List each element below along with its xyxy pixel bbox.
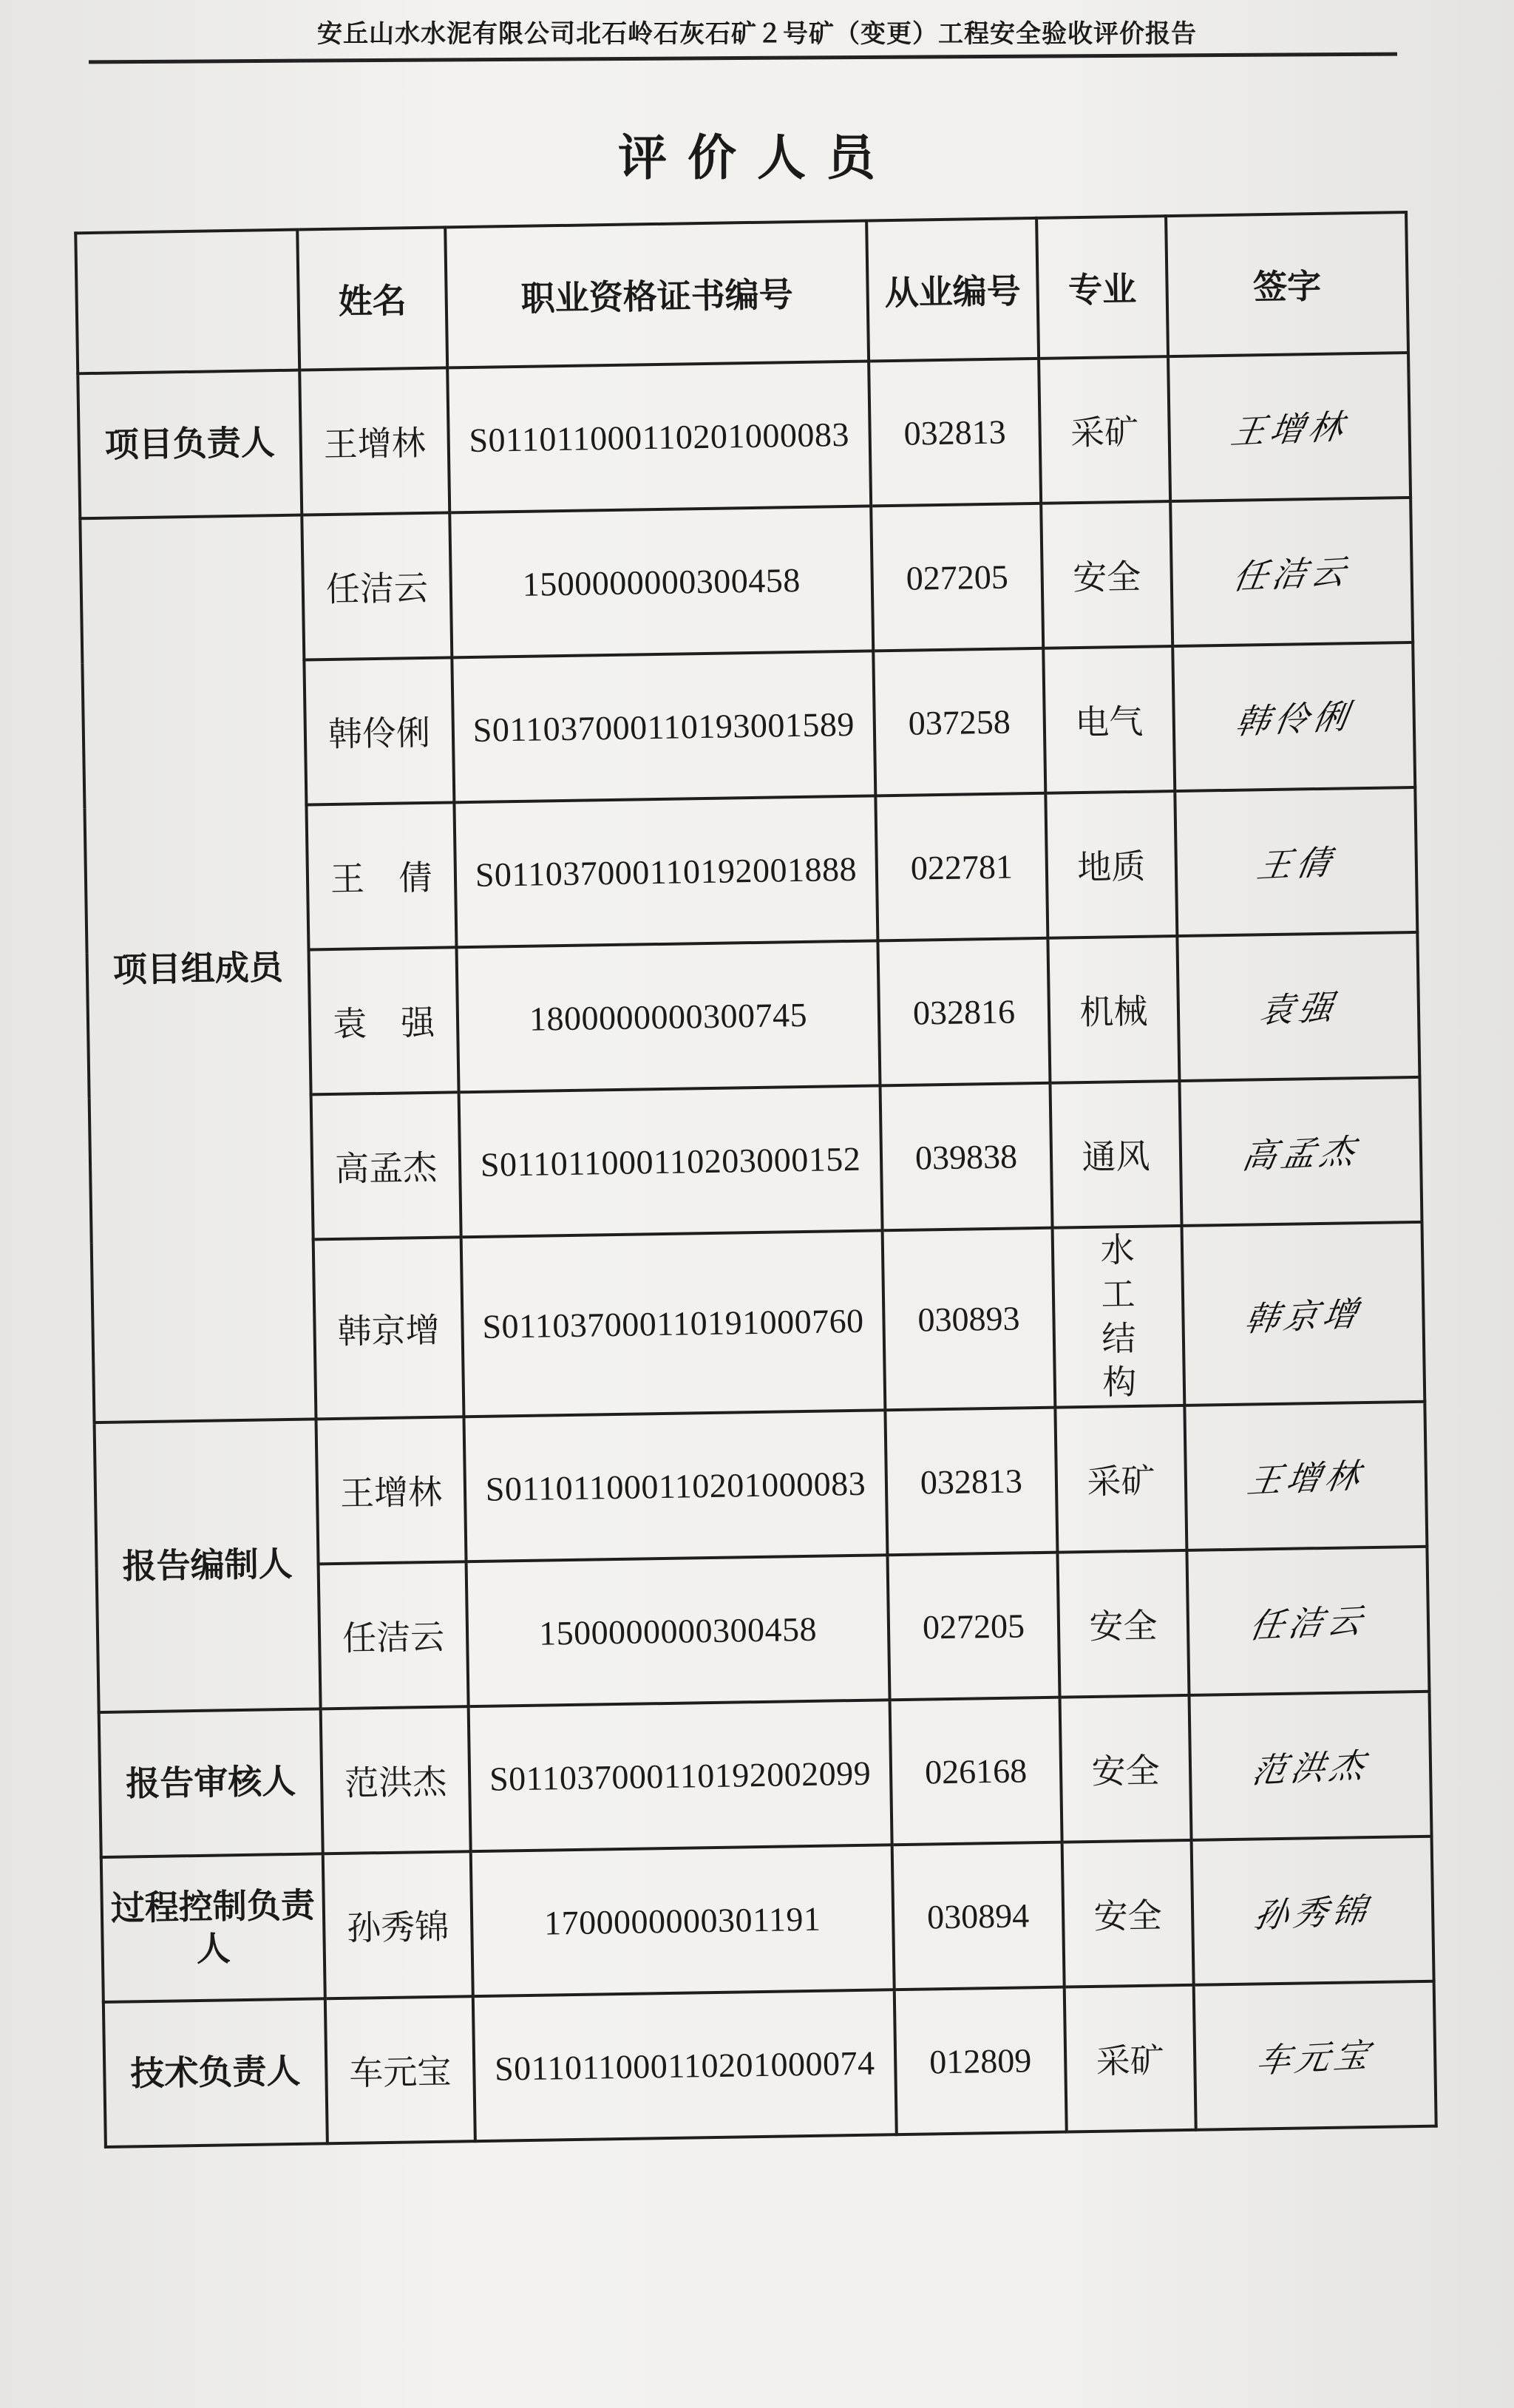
header-specialty: 专业 — [1036, 216, 1168, 359]
handwritten-signature: 袁强 — [1256, 986, 1340, 1031]
employee-no-cell: 027205 — [871, 503, 1043, 651]
signature-cell — [1184, 1402, 1427, 1550]
cert-cell: 1500000000300458 — [449, 506, 873, 657]
handwritten-signature: 孙秀锦 — [1251, 1890, 1374, 1936]
specialty-cell: 安全 — [1060, 1695, 1192, 1842]
name-cell: 王增林 — [316, 1417, 466, 1564]
handwritten-signature: 任洁云 — [1229, 551, 1353, 597]
specialty-cell: 安全 — [1057, 1550, 1189, 1698]
name-cell: 车元宝 — [325, 1996, 475, 2143]
specialty-cell: 地质 — [1045, 791, 1177, 938]
handwritten-signature: 王增林 — [1244, 1455, 1367, 1502]
cert-cell: S011037000110191000760 — [461, 1230, 886, 1417]
employee-no-cell: 027205 — [887, 1553, 1059, 1700]
specialty-cell: 采矿 — [1055, 1405, 1187, 1553]
cert-cell: 1800000000300745 — [456, 940, 880, 1092]
cert-cell: S011037000110192002099 — [469, 1700, 892, 1851]
role-cell: 过程控制负责人 — [101, 1854, 325, 2003]
handwritten-signature: 范洪杰 — [1249, 1745, 1371, 1791]
header-name: 姓名 — [297, 227, 447, 370]
cert-cell: S011037000110192001888 — [454, 796, 877, 947]
employee-no-cell: 026168 — [890, 1698, 1062, 1845]
employee-no-cell: 032813 — [885, 1408, 1057, 1556]
name-cell: 袁 强 — [309, 947, 459, 1094]
specialty-cell: 水工结构 — [1053, 1226, 1185, 1408]
name-cell: 孙秀锦 — [323, 1851, 473, 1998]
name-cell: 任洁云 — [302, 512, 452, 659]
specialty-cell: 采矿 — [1039, 356, 1170, 503]
table-row — [99, 1692, 1432, 1857]
table-row — [103, 1981, 1436, 2147]
handwritten-signature: 王增林 — [1227, 406, 1351, 452]
specialty-cell: 通风 — [1050, 1081, 1181, 1228]
role-cell: 技术负责人 — [103, 1998, 327, 2147]
name-cell: 王增林 — [299, 367, 449, 515]
employee-no-cell: 030894 — [892, 1842, 1065, 1990]
specialty-cell: 电气 — [1043, 646, 1175, 793]
signature-cell — [1189, 1692, 1432, 1840]
signature-cell — [1170, 498, 1413, 646]
table-row — [95, 1402, 1428, 1567]
table-row — [101, 1836, 1434, 2002]
cert-cell: 1700000000301191 — [471, 1845, 895, 1996]
handwritten-signature: 韩伶俐 — [1232, 696, 1355, 742]
specialty-cell: 采矿 — [1065, 1985, 1196, 2132]
cert-cell: S011011000110201000074 — [473, 1990, 897, 2141]
signature-cell — [1182, 1222, 1425, 1405]
role-cell: 报告编制人 — [95, 1420, 321, 1713]
header-rule — [89, 52, 1397, 64]
signature-cell — [1192, 1836, 1434, 1985]
cert-cell: S011011000110203000152 — [459, 1085, 883, 1237]
handwritten-signature: 王倩 — [1254, 841, 1338, 886]
handwritten-signature: 任洁云 — [1246, 1600, 1369, 1646]
role-cell: 报告审核人 — [99, 1709, 323, 1858]
employee-no-cell: 012809 — [895, 1987, 1067, 2135]
employee-no-cell: 030893 — [883, 1228, 1056, 1411]
name-cell: 高孟杰 — [311, 1092, 461, 1239]
specialty-cell: 安全 — [1062, 1840, 1194, 1987]
employee-no-cell: 037258 — [873, 648, 1045, 796]
specialty-cell: 机械 — [1048, 936, 1179, 1083]
cert-cell: S011011000110201000083 — [447, 361, 871, 512]
table-header-row — [75, 212, 1408, 373]
handwritten-signature: 高孟杰 — [1239, 1130, 1362, 1177]
employee-no-cell: 039838 — [880, 1083, 1052, 1231]
signature-cell — [1179, 1077, 1422, 1226]
cert-cell: S011011000110201000083 — [464, 1410, 887, 1561]
specialty-cell: 安全 — [1041, 501, 1172, 648]
signature-cell — [1177, 932, 1419, 1081]
signature-cell — [1168, 353, 1411, 501]
header-signature: 签字 — [1166, 212, 1408, 356]
signature-cell — [1187, 1547, 1429, 1695]
name-cell: 韩京增 — [313, 1237, 464, 1419]
handwritten-signature: 韩京增 — [1241, 1292, 1365, 1340]
personnel-table — [74, 211, 1438, 2148]
handwritten-signature: 车元宝 — [1253, 2035, 1376, 2081]
name-cell: 王 倩 — [306, 802, 456, 949]
page-title: 评价人员 — [618, 129, 896, 186]
role-cell: 项目组成员 — [80, 515, 316, 1423]
header-cert: 职业资格证书编号 — [445, 220, 869, 367]
signature-cell — [1194, 1981, 1436, 2130]
employee-no-cell: 032816 — [877, 938, 1050, 1086]
header-employee-no: 从业编号 — [866, 218, 1039, 362]
name-cell: 韩伶俐 — [304, 657, 454, 804]
table-row — [80, 498, 1413, 663]
employee-no-cell: 022781 — [875, 793, 1048, 941]
signature-cell — [1175, 787, 1417, 936]
cert-cell: S011037000110193001589 — [452, 651, 875, 802]
employee-no-cell: 032813 — [869, 359, 1041, 506]
running-header: 安丘山水水泥有限公司北石岭石灰石矿２号矿（变更）工程安全验收评价报告 — [317, 19, 1197, 49]
cert-cell: 1500000000300458 — [466, 1555, 890, 1706]
signature-cell — [1172, 642, 1415, 791]
table-row — [78, 353, 1411, 518]
name-cell: 任洁云 — [319, 1561, 469, 1709]
role-cell: 项目负责人 — [78, 370, 302, 519]
header-blank-cell — [75, 230, 299, 374]
name-cell: 范洪杰 — [321, 1706, 471, 1854]
